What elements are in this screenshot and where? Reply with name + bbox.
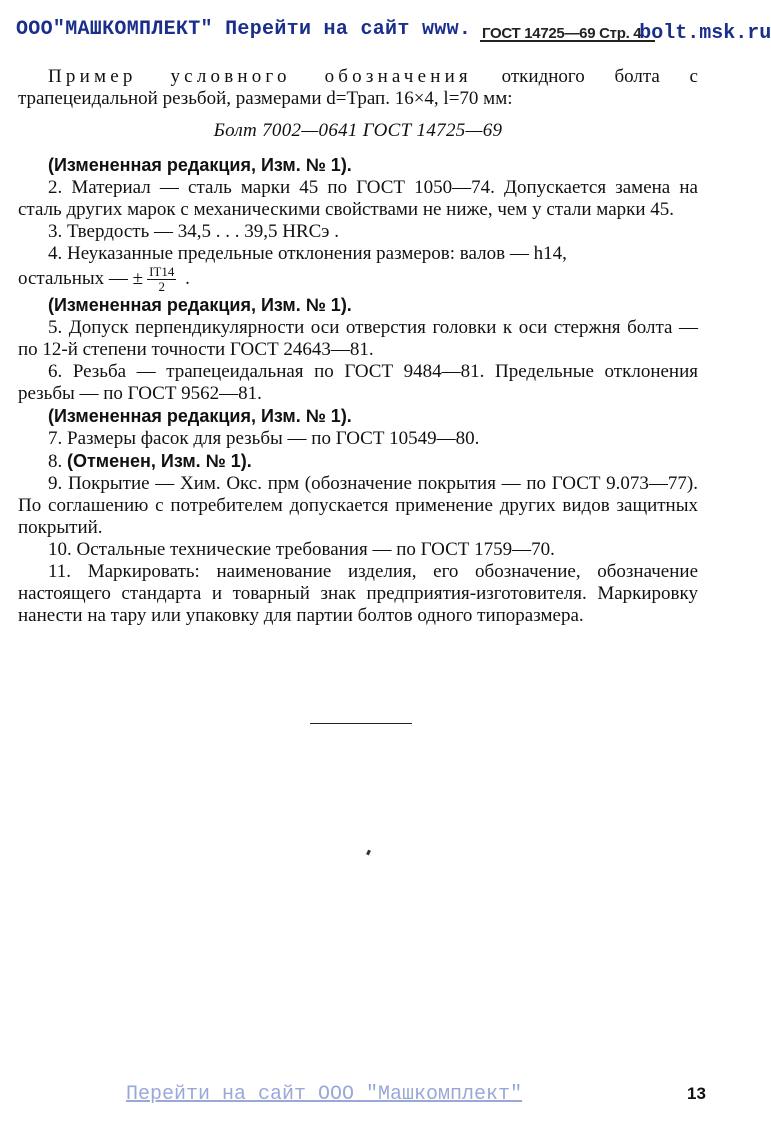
footer-site-link[interactable] <box>126 1083 522 1106</box>
item-4-line-1: 4. Неуказанные предельные отклонения размеров: валов — h14, <box>48 243 567 264</box>
change-note-1: (Измененная редакция, Изм. № 1). <box>48 155 352 175</box>
end-divider <box>310 723 412 724</box>
item-8-text: (Отменен, Изм. № 1). <box>67 451 252 471</box>
intro-rest: откидного болта с трапецеидальной резьбой, размерами d=Трап. 16×4, l=70 мм: <box>18 66 698 109</box>
change-note-3: (Измененная редакция, Изм. № 1). <box>48 406 352 426</box>
top-site-link[interactable] <box>16 18 471 41</box>
doc-ref: ГОСТ 14725—69 Стр. 4 <box>482 25 642 42</box>
item-4-end: . <box>180 267 190 289</box>
item-8-num: 8. <box>48 451 67 472</box>
item-2: 2. Материал — сталь марки 45 по ГОСТ 1050—74. Допускается замена на сталь других марок с механическими свойствами не ниже, чем у стали марки 45. <box>18 177 698 220</box>
page-number: 13 <box>687 1084 706 1103</box>
site-tail-link[interactable]: bolt.msk.ru <box>639 22 771 45</box>
item-4-lead: остальных — ± <box>18 267 144 289</box>
tolerance-fraction <box>147 265 176 294</box>
item-10: 10. Остальные технические требования — по ГОСТ 1759—70. <box>48 539 555 560</box>
bolt-designation: Болт 7002—0641 ГОСТ 14725—69 <box>213 120 503 141</box>
fraction-numerator: IT14 <box>149 264 175 279</box>
item-9: 9. Покрытие — Хим. Окс. прм (обозначение покрытия — по ГОСТ 9.073—77). По соглашению с потребителем допускается применение других видов защитных покрытий. <box>18 473 698 538</box>
item-7: 7. Размеры фасок для резьбы — по ГОСТ 10549—80. <box>48 428 480 449</box>
change-note-2: (Измененная редакция, Изм. № 1). <box>48 295 352 315</box>
intro-spaced: Пример условного обозначения <box>48 66 472 87</box>
intro-paragraph <box>18 66 698 110</box>
item-4-line-2 <box>18 265 698 294</box>
scan-speck <box>366 850 371 856</box>
item-6: 6. Резьба — трапецеидальная по ГОСТ 9484—81. Предельные отклонения резьбы — по ГОСТ 9562—81. <box>18 361 698 404</box>
top-site-link-text[interactable]: ООО"МАШКОМПЛЕКТ" Перейти на сайт www. <box>16 18 472 41</box>
document-body <box>18 66 698 627</box>
footer-site-link-text[interactable]: Перейти на сайт ООО "Машкомплект" <box>126 1083 523 1106</box>
item-3: 3. Твердость — 34,5 . . . 39,5 HRCэ . <box>48 221 339 242</box>
item-11: 11. Маркировать: наименование изделия, его обозначение, обозначение настоящего стандарта и товарный знак предприятия-изготовителя. Маркировку нанести на тару или упаковку для партии болтов одного типоразмера. <box>18 561 698 626</box>
fraction-denominator: 2 <box>158 279 165 294</box>
item-8 <box>18 450 698 473</box>
item-5: 5. Допуск перпендикулярности оси отверстия головки к оси стержня болта — по 12-й степени точности ГОСТ 24643—81. <box>18 317 698 360</box>
header-rule <box>480 40 655 42</box>
